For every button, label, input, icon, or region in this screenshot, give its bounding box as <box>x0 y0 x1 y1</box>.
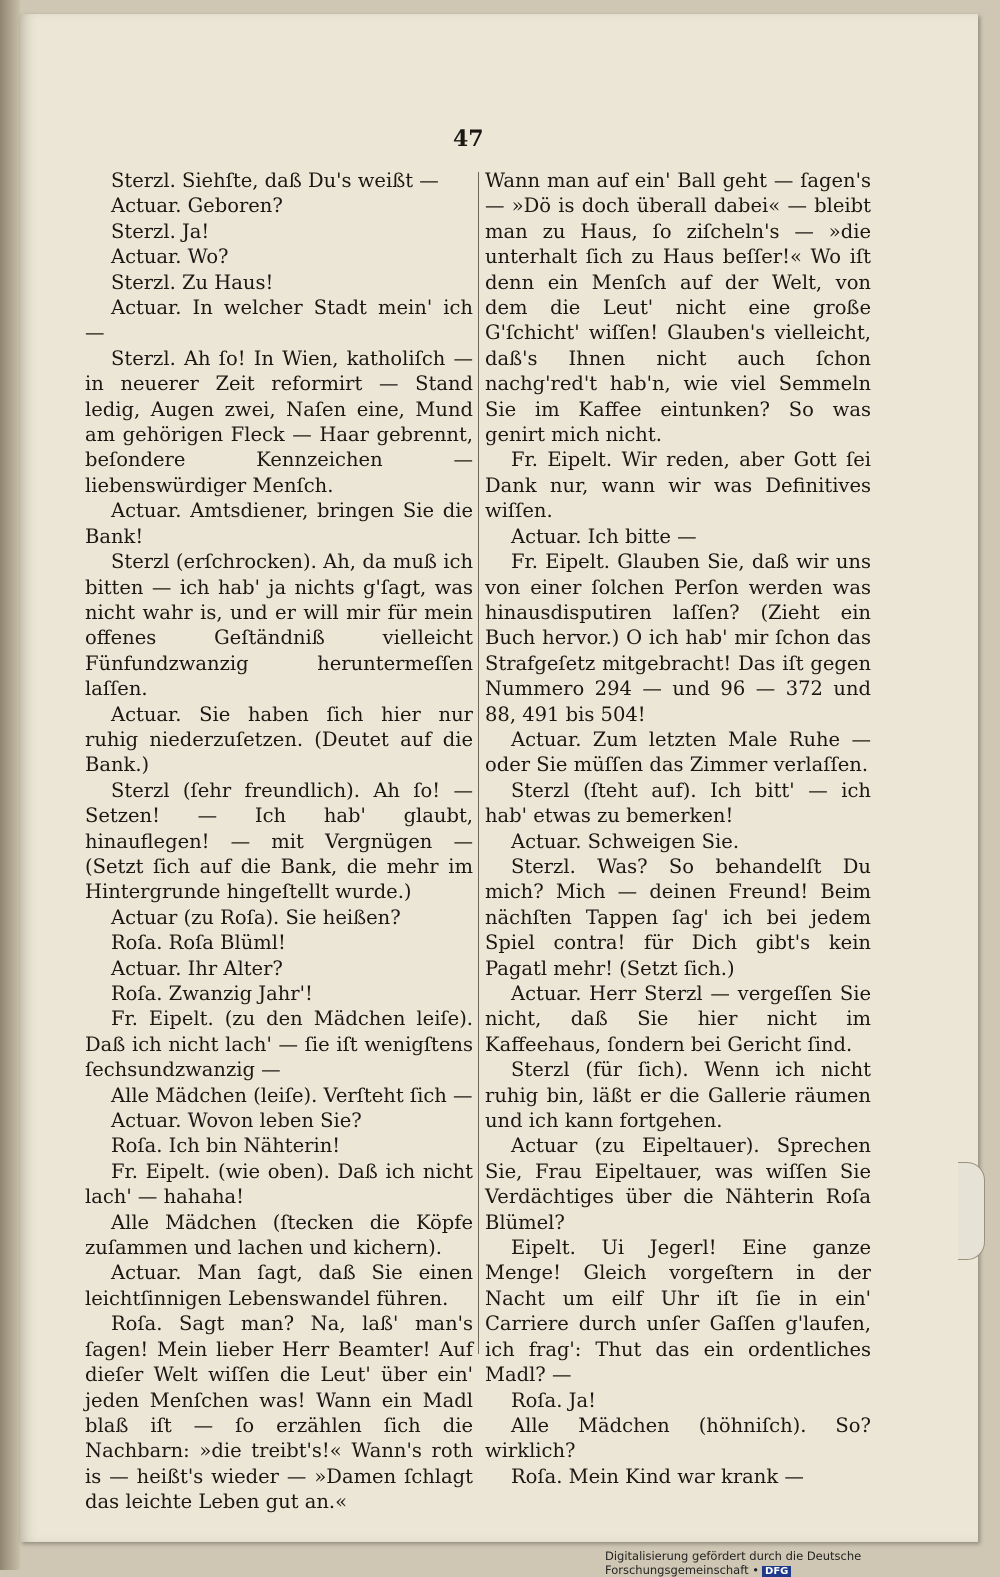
dialogue-paragraph: Roſa. Zwanzig Jahr'! <box>111 982 313 1005</box>
right-column <box>485 168 871 1489</box>
dialogue-paragraph: Roſa. Mein Kind war krank — <box>511 1464 804 1488</box>
dialogue-paragraph: Actuar. Herr Sterzl — vergeſſen Sie nicht, daß Sie hier nicht im Kaffeehaus, ſondern bei Gericht ſind. <box>485 982 871 1056</box>
dialogue-paragraph: Sterzl (ſehr freundlich). Ah ſo! — Setzen! — Ich hab' glaubt, hinauflegen! — mit Vergnügen — (Setzt ſich auf die Bank, die mehr im Hintergrunde hingeſtellt wurde.) <box>85 778 473 904</box>
dialogue-paragraph: Actuar. Wo? <box>111 245 229 269</box>
dialogue-paragraph: Roſa. Ich bin Nähterin! <box>111 1134 341 1158</box>
dialogue-paragraph: Sterzl. Siehſte, daß Du's weißt — <box>111 169 439 192</box>
dialogue-paragraph: Actuar. Ihr Alter? <box>111 956 283 980</box>
dialogue-paragraph: Fr. Eipelt. (zu den Mädchen leiſe). Daß ich nicht lach' — ſie iſt wenigſtens ſechsundzwanzig — <box>85 1007 473 1082</box>
dialogue-paragraph: Actuar. Man ſagt, daß Sie einen leichtſinnigen Lebenswandel führen. <box>85 1261 473 1310</box>
dialogue-paragraph: Actuar. Schweigen Sie. <box>511 829 740 853</box>
dialogue-paragraph: Actuar. Zum letzten Male Ruhe — oder Sie müſſen das Zimmer verlaſſen. <box>485 727 871 777</box>
dialogue-paragraph: Actuar. Geboren? <box>111 194 283 218</box>
dialogue-paragraph: Fr. Eipelt. Wir reden, aber Gott ſei Dank nur, wann wir was Definitives wiſſen. <box>485 448 871 523</box>
dialogue-paragraph: Sterzl (ſteht auf). Ich bitt' — ich hab' etwas zu bemerken! <box>485 778 871 828</box>
dialogue-paragraph: Wann man auf ein' Ball geht — ſagen's — »Dö is doch überall dabei« — bleibt man zu Haus, ſo ziſcheln's — »die unterhalt ſich zu Haus beſſer!« Wo iſt denn ein Menſch auf der Welt, von dem die Leut' nicht eine große G'ſchicht' wiſſen! Glauben's vielleicht, daß's Ihnen nicht auch ſchon nachg'red't hab'n, wie viel Semmeln Sie im Kaffee eintunken? So was genirt mich nicht. <box>485 169 871 447</box>
dialogue-paragraph: Alle Mädchen (ſtecken die Köpfe zuſammen und lachen und kichern). <box>85 1210 473 1260</box>
dialogue-paragraph: Alle Mädchen (höhniſch). So? wirklich? <box>485 1413 871 1463</box>
dfg-logo: DFG <box>762 1566 791 1577</box>
dialogue-paragraph: Actuar. In welcher Stadt mein' ich — <box>85 296 473 345</box>
dialogue-paragraph: Actuar. Wovon leben Sie? <box>111 1109 362 1133</box>
book-spine-edge <box>0 0 20 1570</box>
dialogue-paragraph: Sterzl (für ſich). Wenn ich nicht ruhig bin, läßt er die Gallerie räumen und ich kann fortgehen. <box>485 1058 871 1133</box>
dialogue-paragraph: Fr. Eipelt. (wie oben). Daß ich nicht lach' — hahaha! <box>85 1159 473 1209</box>
dialogue-paragraph: Actuar (zu Roſa). Sie heißen? <box>111 905 401 929</box>
page-number: 47 <box>453 126 484 152</box>
page-tab-marker <box>958 1162 985 1260</box>
dialogue-paragraph: Sterzl. Ah ſo! In Wien, katholiſch — in neuerer Zeit reformirt — Stand ledig, Augen zwei, Naſen eine, Mund am gehörigen Fleck — Haar gebrennt, beſondere Kennzeichen — liebenswürdiger Menſch. <box>85 346 473 497</box>
column-divider <box>478 172 479 1354</box>
footer-credit <box>605 1549 1000 1577</box>
footer-text: Digitalisierung gefördert durch die Deutsche Forschungsgemeinschaft • <box>605 1549 862 1577</box>
dialogue-paragraph: Eipelt. Ui Jegerl! Eine ganze Menge! Gleich vorgeſtern in der Nacht um eilf Uhr iſt ſie in ein' Carriere durch unſer Gaſſen g'laufen, ich frag': Thut das ein ordentliches Madl? — <box>485 1236 871 1387</box>
dialogue-paragraph: Actuar. Ich bitte — <box>511 524 697 548</box>
left-column <box>85 168 473 1515</box>
dialogue-paragraph: Roſa. Ja! <box>511 1388 596 1412</box>
dialogue-paragraph: Fr. Eipelt. Glauben Sie, daß wir uns von einer ſolchen Perſon werden was hinausdisputiren laſſen? (Zieht ein Buch hervor.) O ich hab' mir ſchon das Strafgeſetz mitgebracht! Das iſt gegen Nummero 294 — und 96 — 372 und 88, 491 bis 504! <box>485 550 871 726</box>
dialogue-paragraph: Actuar (zu Eipeltauer). Sprechen Sie, Frau Eipeltauer, was wiſſen Sie Verdächtiges über die Nähterin Roſa Blümel? <box>485 1134 871 1234</box>
dialogue-paragraph: Actuar. Amtsdiener, bringen Sie die Bank! <box>85 499 473 548</box>
dialogue-paragraph: Sterzl. Was? So behandelſt Du mich? Mich — deinen Freund! Beim nächſten Tappen ſag' ich bei jedem Spiel contra! für Dich gibt's kein Pagatl mehr! (Setzt ſich.) <box>485 854 871 980</box>
dialogue-paragraph: Roſa. Sagt man? Na, laß' man's ſagen! Mein lieber Herr Beamter! Auf dieſer Welt wiſſen die Leut' über ein' jeden Menſchen was! Wann ein Madl blaß iſt — ſo erzählen ſich die Nachbarn: »die treibt's!« Wann's roth is — heißt's wieder — »Damen ſchlagt das leichte Leben gut an.« <box>85 1312 473 1514</box>
dialogue-paragraph: Roſa. Roſa Blüml! <box>111 931 286 955</box>
dialogue-paragraph: Sterzl (erſchrocken). Ah, da muß ich bitten — ich hab' ja nichts g'ſagt, was nicht wahr is, und er will mir für mein offenes Geſtändniß vielleicht Fünfundzwanzig heruntermeſſen laſſen. <box>85 550 473 701</box>
dialogue-paragraph: Alle Mädchen (leiſe). Verſteht ſich — <box>111 1083 473 1107</box>
dialogue-paragraph: Sterzl. Zu Haus! <box>111 270 274 294</box>
dialogue-paragraph: Sterzl. Ja! <box>111 219 210 243</box>
dialogue-paragraph: Actuar. Sie haben ſich hier nur ruhig niederzuſetzen. (Deutet auf die Bank.) <box>85 702 473 777</box>
